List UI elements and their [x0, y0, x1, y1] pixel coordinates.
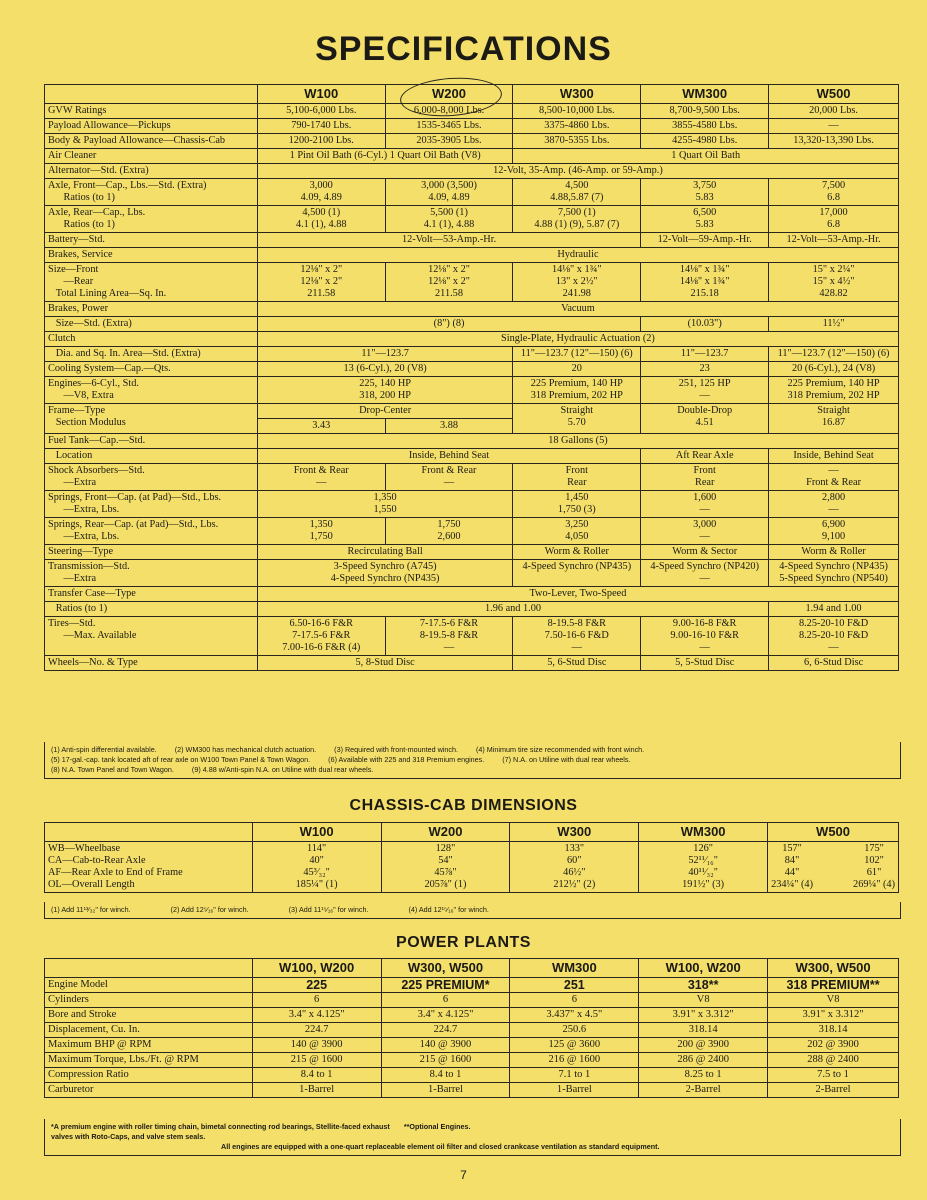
power-value: 1-Barrel [252, 1083, 381, 1098]
power-value: 216 @ 1600 [510, 1053, 639, 1068]
footnote-line [51, 1122, 894, 1132]
spec-value: 3855-4580 Lbs. [641, 119, 769, 134]
spec-row [45, 587, 899, 602]
page-title: SPECIFICATIONS [315, 30, 612, 68]
power-label: Displacement, Cu. In. [45, 1023, 253, 1038]
spec-value: Front & Rear — [385, 464, 513, 491]
spec-value: 15" x 2¼" 15" x 4½" 428.82 [769, 263, 899, 302]
spec-value: 1.94 and 1.00 [769, 602, 899, 617]
engine-model: 318 PREMIUM** [768, 978, 899, 993]
spec-value: 1 Quart Oil Bath [513, 149, 899, 164]
model-header-wm300: WM300 [641, 85, 769, 104]
engine-model: 225 PREMIUM* [381, 978, 510, 993]
spec-value: Two-Lever, Two-Speed [257, 587, 898, 602]
specifications-table [44, 84, 899, 671]
spec-value: 11"—123.7 [641, 347, 769, 362]
spec-row [45, 518, 899, 545]
spec-row [45, 617, 899, 656]
spec-value: 1535-3465 Lbs. [385, 119, 513, 134]
spec-label: Transmission—Std. —Extra [45, 560, 258, 587]
spec-label: Ratios (to 1) [45, 602, 258, 617]
spec-value: 5, 8-Stud Disc [257, 656, 513, 671]
spec-value: 5, 6-Stud Disc [513, 656, 641, 671]
spec-value: 2035-3905 Lbs. [385, 134, 513, 149]
spec-value: 1,450 1,750 (3) [513, 491, 641, 518]
spec-value: Hydraulic [257, 248, 898, 263]
power-model-header: W300, W500 [768, 959, 899, 978]
spec-header-row [45, 85, 899, 104]
power-value: 6 [252, 993, 381, 1008]
power-label: Compression Ratio [45, 1068, 253, 1083]
spec-value: 18 Gallons (5) [257, 434, 898, 449]
engine-model-row [45, 978, 899, 993]
power-value: V8 [639, 993, 768, 1008]
spec-row [45, 464, 899, 491]
spec-value: — [769, 119, 899, 134]
spec-value: Straight 5.70 [513, 404, 641, 434]
spec-value: 7-17.5-6 F&R 8-19.5-8 F&R — [385, 617, 513, 656]
chassis-value: 133" 60" 46½" 212½" (2) [510, 842, 639, 893]
spec-label: Battery—Std. [45, 233, 258, 248]
spec-value: 4255-4980 Lbs. [641, 134, 769, 149]
specifications-footnotes [44, 742, 901, 779]
power-value: 318.14 [639, 1023, 768, 1038]
engine-model: 318** [639, 978, 768, 993]
chassis-values-row [45, 842, 899, 893]
w500-short-wb: 157" 84" 44" 234¼" (4) [771, 843, 814, 890]
spec-row [45, 560, 899, 587]
spec-label: Body & Payload Allowance—Chassis-Cab [45, 134, 258, 149]
header-blank-cell [45, 85, 258, 104]
spec-label: GVW Ratings [45, 104, 258, 119]
spec-value: 6.50-16-6 F&R 7-17.5-6 F&R 7.00-16-6 F&R (4) [257, 617, 385, 656]
footnote-line [51, 755, 894, 765]
footnote: (5) 17-gal.-cap. tank located aft of rear axle on W100 Town Panel & Town Wagon. [51, 755, 311, 764]
footnote: (3) Add 11¹⁵⁄₁₆" for winch. [288, 905, 369, 914]
spec-row [45, 119, 899, 134]
spec-value: 12-Volt—53-Amp.-Hr. [769, 233, 899, 248]
power-value: 6 [510, 993, 639, 1008]
spec-row [45, 233, 899, 248]
spec-value: 4-Speed Synchro (NP435) 5-Speed Synchro (NP540) [769, 560, 899, 587]
header-blank-cell [45, 823, 253, 842]
footnote: (8) N.A. Town Panel and Town Wagon. [51, 765, 174, 774]
spec-row [45, 317, 899, 332]
power-value: 250.6 [510, 1023, 639, 1038]
spec-value-split [258, 419, 513, 433]
spec-row [45, 263, 899, 302]
footnote: (7) N.A. on Utiline with dual rear wheels. [502, 755, 631, 764]
spec-label: Steering—Type [45, 545, 258, 560]
spec-value: Front Rear [513, 464, 641, 491]
power-value: V8 [768, 993, 899, 1008]
power-row [45, 1053, 899, 1068]
spec-row [45, 602, 899, 617]
power-row [45, 1068, 899, 1083]
power-row [45, 1008, 899, 1023]
power-value: 200 @ 3900 [639, 1038, 768, 1053]
spec-row [45, 656, 899, 671]
spec-value: (10.03") [641, 317, 769, 332]
power-value: 3.437" x 4.5" [510, 1008, 639, 1023]
spec-row [45, 302, 899, 317]
power-row [45, 1038, 899, 1053]
spec-value: Worm & Roller [513, 545, 641, 560]
power-label: Maximum Torque, Lbs./Ft. @ RPM [45, 1053, 253, 1068]
spec-value: 14⅛" x 1¾" 13" x 2½" 241.98 [513, 263, 641, 302]
spec-value: 6,500 5.83 [641, 206, 769, 233]
spec-label: Axle, Rear—Cap., Lbs. Ratios (to 1) [45, 206, 258, 233]
footnote: (2) Add 12⁵⁄₁₆" for winch. [170, 905, 249, 914]
power-value: 215 @ 1600 [252, 1053, 381, 1068]
spec-row [45, 377, 899, 404]
spec-value [257, 404, 513, 434]
footnote: (1) Anti-spin differential available. [51, 745, 157, 754]
spec-label: Location [45, 449, 258, 464]
spec-label: Fuel Tank—Cap.—Std. [45, 434, 258, 449]
power-value: 8.4 to 1 [381, 1068, 510, 1083]
spec-label: Transfer Case—Type [45, 587, 258, 602]
spec-value: 6, 6-Stud Disc [769, 656, 899, 671]
power-model-header: W100, W200 [639, 959, 768, 978]
power-value: 125 @ 3600 [510, 1038, 639, 1053]
page-number: 7 [460, 1168, 467, 1182]
spec-value: 17,000 6.8 [769, 206, 899, 233]
model-header-w100: W100 [257, 85, 385, 104]
spec-value: 7,500 (1) 4.88 (1) (9), 5.87 (7) [513, 206, 641, 233]
spec-row [45, 347, 899, 362]
spec-value: 225 Premium, 140 HP 318 Premium, 202 HP [769, 377, 899, 404]
spec-row [45, 248, 899, 263]
spec-value: 225 Premium, 140 HP 318 Premium, 202 HP [513, 377, 641, 404]
spec-value: 3,000 (3,500) 4.09, 4.89 [385, 179, 513, 206]
spec-row [45, 404, 899, 434]
spec-value: 8-19.5-8 F&R 7.50-16-6 F&D — [513, 617, 641, 656]
spec-value: 790-1740 Lbs. [257, 119, 385, 134]
spec-label: Shock Absorbers—Std. —Extra [45, 464, 258, 491]
power-value: 1-Barrel [381, 1083, 510, 1098]
spec-value: 4-Speed Synchro (NP435) [513, 560, 641, 587]
spec-value: 5,500 (1) 4.1 (1), 4.88 [385, 206, 513, 233]
spec-value: 3,250 4,050 [513, 518, 641, 545]
spec-value: 8.25-20-10 F&D 8.25-20-10 F&D — [769, 617, 899, 656]
spec-value: 5, 5-Stud Disc [641, 656, 769, 671]
spec-label: Alternator—Std. (Extra) [45, 164, 258, 179]
spec-row [45, 491, 899, 518]
spec-value: 23 [641, 362, 769, 377]
spec-row [45, 206, 899, 233]
power-label: Bore and Stroke [45, 1008, 253, 1023]
spec-value: 1,350 1,550 [257, 491, 513, 518]
power-value: 3.91" x 3.312" [768, 1008, 899, 1023]
spec-value: Inside, Behind Seat [769, 449, 899, 464]
chassis-value-w500 [768, 842, 899, 893]
power-plants-title: POWER PLANTS [396, 934, 531, 951]
spec-value: 4,500 (1) 4.1 (1), 4.88 [257, 206, 385, 233]
spec-value: 11"—123.7 (12"—150) (6) [513, 347, 641, 362]
spec-row [45, 545, 899, 560]
chassis-model-w100: W100 [252, 823, 381, 842]
power-value: 140 @ 3900 [252, 1038, 381, 1053]
power-value: 224.7 [252, 1023, 381, 1038]
power-value: 3.4" x 4.125" [252, 1008, 381, 1023]
spec-value: 11"—123.7 [257, 347, 513, 362]
spec-value: 9.00-16-8 F&R 9.00-16-10 F&R — [641, 617, 769, 656]
spec-value: 8,700-9,500 Lbs. [641, 104, 769, 119]
power-value: 7.1 to 1 [510, 1068, 639, 1083]
spec-row [45, 362, 899, 377]
power-label: Carburetor [45, 1083, 253, 1098]
spec-value: 20 (6-Cyl.), 24 (V8) [769, 362, 899, 377]
spec-row [45, 134, 899, 149]
model-header-w300: W300 [513, 85, 641, 104]
power-model-header: WM300 [510, 959, 639, 978]
chassis-header-row [45, 823, 899, 842]
power-value: 2-Barrel [768, 1083, 899, 1098]
spec-row [45, 434, 899, 449]
spec-value: 13,320-13,390 Lbs. [769, 134, 899, 149]
power-value: 286 @ 2400 [639, 1053, 768, 1068]
chassis-model-w300: W300 [510, 823, 639, 842]
chassis-cab-title: CHASSIS-CAB DIMENSIONS [349, 797, 578, 814]
spec-label: Wheels—No. & Type [45, 656, 258, 671]
spec-label: Frame—Type Section Modulus [45, 404, 258, 434]
power-value: 3.91" x 3.312" [639, 1008, 768, 1023]
chassis-model-wm300: WM300 [639, 823, 768, 842]
footnote-line [51, 905, 894, 915]
model-header-w200: W200 [385, 85, 513, 104]
spec-value: Single-Plate, Hydraulic Actuation (2) [257, 332, 898, 347]
power-value: 7.5 to 1 [768, 1068, 899, 1083]
spec-label: Payload Allowance—Pickups [45, 119, 258, 134]
spec-value: 12⅛" x 2" 12⅛" x 2" 211.58 [385, 263, 513, 302]
spec-value: 251, 125 HP — [641, 377, 769, 404]
spec-row [45, 149, 899, 164]
model-header-w500: W500 [769, 85, 899, 104]
power-value: 8.4 to 1 [252, 1068, 381, 1083]
power-value: 8.25 to 1 [639, 1068, 768, 1083]
spec-value: Worm & Sector [641, 545, 769, 560]
spec-value: 225, 140 HP 318, 200 HP [257, 377, 513, 404]
spec-value: 3.43 [312, 420, 331, 431]
spec-value: 1,600 — [641, 491, 769, 518]
spec-label: Springs, Rear—Cap. (at Pad)—Std., Lbs. —Extra, Lbs. [45, 518, 258, 545]
spec-label: Brakes, Service [45, 248, 258, 263]
power-row [45, 1083, 899, 1098]
w500-long-wb: 175" 102" 61" 269¼" (4) [853, 843, 895, 890]
power-value: 1-Barrel [510, 1083, 639, 1098]
spec-row [45, 164, 899, 179]
footnote-line [51, 765, 894, 775]
power-value: 3.4" x 4.125" [381, 1008, 510, 1023]
spec-label: Engines—6-Cyl., Std. —V8, Extra [45, 377, 258, 404]
power-row [45, 1023, 899, 1038]
spec-value: 1.96 and 1.00 [257, 602, 768, 617]
power-value: 140 @ 3900 [381, 1038, 510, 1053]
spec-value: 3,000 4.09, 4.89 [257, 179, 385, 206]
spec-row [45, 449, 899, 464]
spec-value: 1 Pint Oil Bath (6-Cyl.) 1 Quart Oil Bath (V8) [257, 149, 513, 164]
engine-model: 251 [510, 978, 639, 993]
spec-value: 20,000 Lbs. [769, 104, 899, 119]
power-header-row [45, 959, 899, 978]
spec-value: Worm & Roller [769, 545, 899, 560]
spec-value: 20 [513, 362, 641, 377]
spec-label: Size—Front —Rear Total Lining Area—Sq. In. [45, 263, 258, 302]
footnote: All engines are equipped with a one-quart replaceable element oil filter and closed crankcase ventilation as standard equipment. [221, 1142, 660, 1151]
spec-value: (8") (8) [257, 317, 640, 332]
chassis-model-w500: W500 [768, 823, 899, 842]
spec-value: 1,750 2,600 [385, 518, 513, 545]
spec-row [45, 104, 899, 119]
spec-value: 12-Volt, 35-Amp. (46-Amp. or 59-Amp.) [257, 164, 898, 179]
chassis-value: 128" 54" 45⅞" 205⅞" (1) [381, 842, 510, 893]
power-model-header: W300, W500 [381, 959, 510, 978]
spec-value: 12⅛" x 2" 12⅛" x 2" 211.58 [257, 263, 385, 302]
spec-label: Tires—Std. —Max. Available [45, 617, 258, 656]
chassis-model-w200: W200 [381, 823, 510, 842]
w500-split [771, 843, 895, 891]
power-value: 6 [381, 993, 510, 1008]
spec-value: 4-Speed Synchro (NP420) — [641, 560, 769, 587]
power-value: 224.7 [381, 1023, 510, 1038]
spec-value: 12-Volt—59-Amp.-Hr. [641, 233, 769, 248]
spec-value-header: Drop-Center [258, 404, 513, 419]
power-row [45, 993, 899, 1008]
spec-value: Aft Rear Axle [641, 449, 769, 464]
spec-label: Axle, Front—Cap., Lbs.—Std. (Extra) Ratios (to 1) [45, 179, 258, 206]
chassis-cab-footnotes [44, 902, 901, 919]
spec-value: 12-Volt—53-Amp.-Hr. [257, 233, 640, 248]
spec-value: 3.88 [385, 419, 513, 433]
spec-label: Brakes, Power [45, 302, 258, 317]
footnote: valves with Roto-Caps, and valve stem seals. [51, 1132, 206, 1141]
spec-value: 14⅛" x 1¾" 14⅛" x 1¾" 215.18 [641, 263, 769, 302]
power-plants-footnotes [44, 1119, 901, 1156]
footnote: (4) Add 12¹⁵⁄₁₆" for winch. [408, 905, 489, 914]
footnote: (3) Required with front-mounted winch. [334, 745, 459, 754]
spec-value: 8,500-10,000 Lbs. [513, 104, 641, 119]
footnote: (1) Add 11¹³⁄₃₂" for winch. [51, 905, 131, 914]
power-plants-table [44, 958, 899, 1098]
footnote: (4) Minimum tire size recommended with front winch. [476, 745, 645, 754]
spec-label: Clutch [45, 332, 258, 347]
footnote: *A premium engine with roller timing chain, bimetal connecting rod bearings, Stellite-faced exhaust [51, 1122, 390, 1131]
spec-value: 13 (6-Cyl.), 20 (V8) [257, 362, 513, 377]
power-model-header: W100, W200 [252, 959, 381, 978]
spec-value: 11"—123.7 (12"—150) (6) [769, 347, 899, 362]
spec-value: 1,350 1,750 [257, 518, 385, 545]
spec-value: Front & Rear — [257, 464, 385, 491]
engine-model-label: Engine Model [45, 978, 253, 993]
spec-value: 5,100-6,000 Lbs. [257, 104, 385, 119]
chassis-cab-table [44, 822, 899, 893]
spec-row [45, 179, 899, 206]
spec-label: Dia. and Sq. In. Area—Std. (Extra) [45, 347, 258, 362]
spec-value: 11½" [769, 317, 899, 332]
footnote: (6) Available with 225 and 318 Premium engines. [328, 755, 485, 764]
engine-model: 225 [252, 978, 381, 993]
power-value: 215 @ 1600 [381, 1053, 510, 1068]
spec-value: Straight 16.87 [769, 404, 899, 434]
footnote: (9) 4.88 w/Anti-spin N.A. on Utiline with dual rear wheels. [191, 765, 374, 774]
chassis-labels: WB—Wheelbase CA—Cab-to-Rear Axle AF—Rear Axle to End of Frame OL—Overall Length [45, 842, 253, 893]
spec-label: Cooling System—Cap.—Qts. [45, 362, 258, 377]
spec-value: — Front & Rear [769, 464, 899, 491]
power-value: 318.14 [768, 1023, 899, 1038]
spec-label: Air Cleaner [45, 149, 258, 164]
power-value: 288 @ 2400 [768, 1053, 899, 1068]
power-label: Cylinders [45, 993, 253, 1008]
footnote: (2) WM300 has mechanical clutch actuation. [174, 745, 317, 754]
spec-value: 6,000-8,000 Lbs. [385, 104, 513, 119]
spec-value: Recirculating Ball [257, 545, 513, 560]
spec-value: 3,750 5.83 [641, 179, 769, 206]
spec-value: Inside, Behind Seat [257, 449, 640, 464]
power-label: Maximum BHP @ RPM [45, 1038, 253, 1053]
spec-value: 3870-5355 Lbs. [513, 134, 641, 149]
spec-value: 2,800 — [769, 491, 899, 518]
spec-value: 4,500 4.88,5.87 (7) [513, 179, 641, 206]
chassis-value: 114" 40" 45³⁄₃₂" 185¼" (1) [252, 842, 381, 893]
spec-value: Double-Drop 4.51 [641, 404, 769, 434]
power-value: 202 @ 3900 [768, 1038, 899, 1053]
spec-value: Vacuum [257, 302, 898, 317]
spec-value: 7,500 6.8 [769, 179, 899, 206]
spec-value: 3,000 — [641, 518, 769, 545]
spec-value: 1200-2100 Lbs. [257, 134, 385, 149]
spec-label: Size—Std. (Extra) [45, 317, 258, 332]
spec-value: 3-Speed Synchro (A745) 4-Speed Synchro (NP435) [257, 560, 513, 587]
footnote-line [51, 745, 894, 755]
spec-value: 3375-4860 Lbs. [513, 119, 641, 134]
spec-label: Springs, Front—Cap. (at Pad)—Std., Lbs. —Extra, Lbs. [45, 491, 258, 518]
power-value: 2-Barrel [639, 1083, 768, 1098]
spec-value: 6,900 9,100 [769, 518, 899, 545]
chassis-value: 126" 52¹¹⁄₁₆" 40¹¹⁄₃₂" 191½" (3) [639, 842, 768, 893]
header-blank-cell [45, 959, 253, 978]
spec-row [45, 332, 899, 347]
footnote: **Optional Engines. [403, 1122, 471, 1131]
spec-value: Front Rear [641, 464, 769, 491]
